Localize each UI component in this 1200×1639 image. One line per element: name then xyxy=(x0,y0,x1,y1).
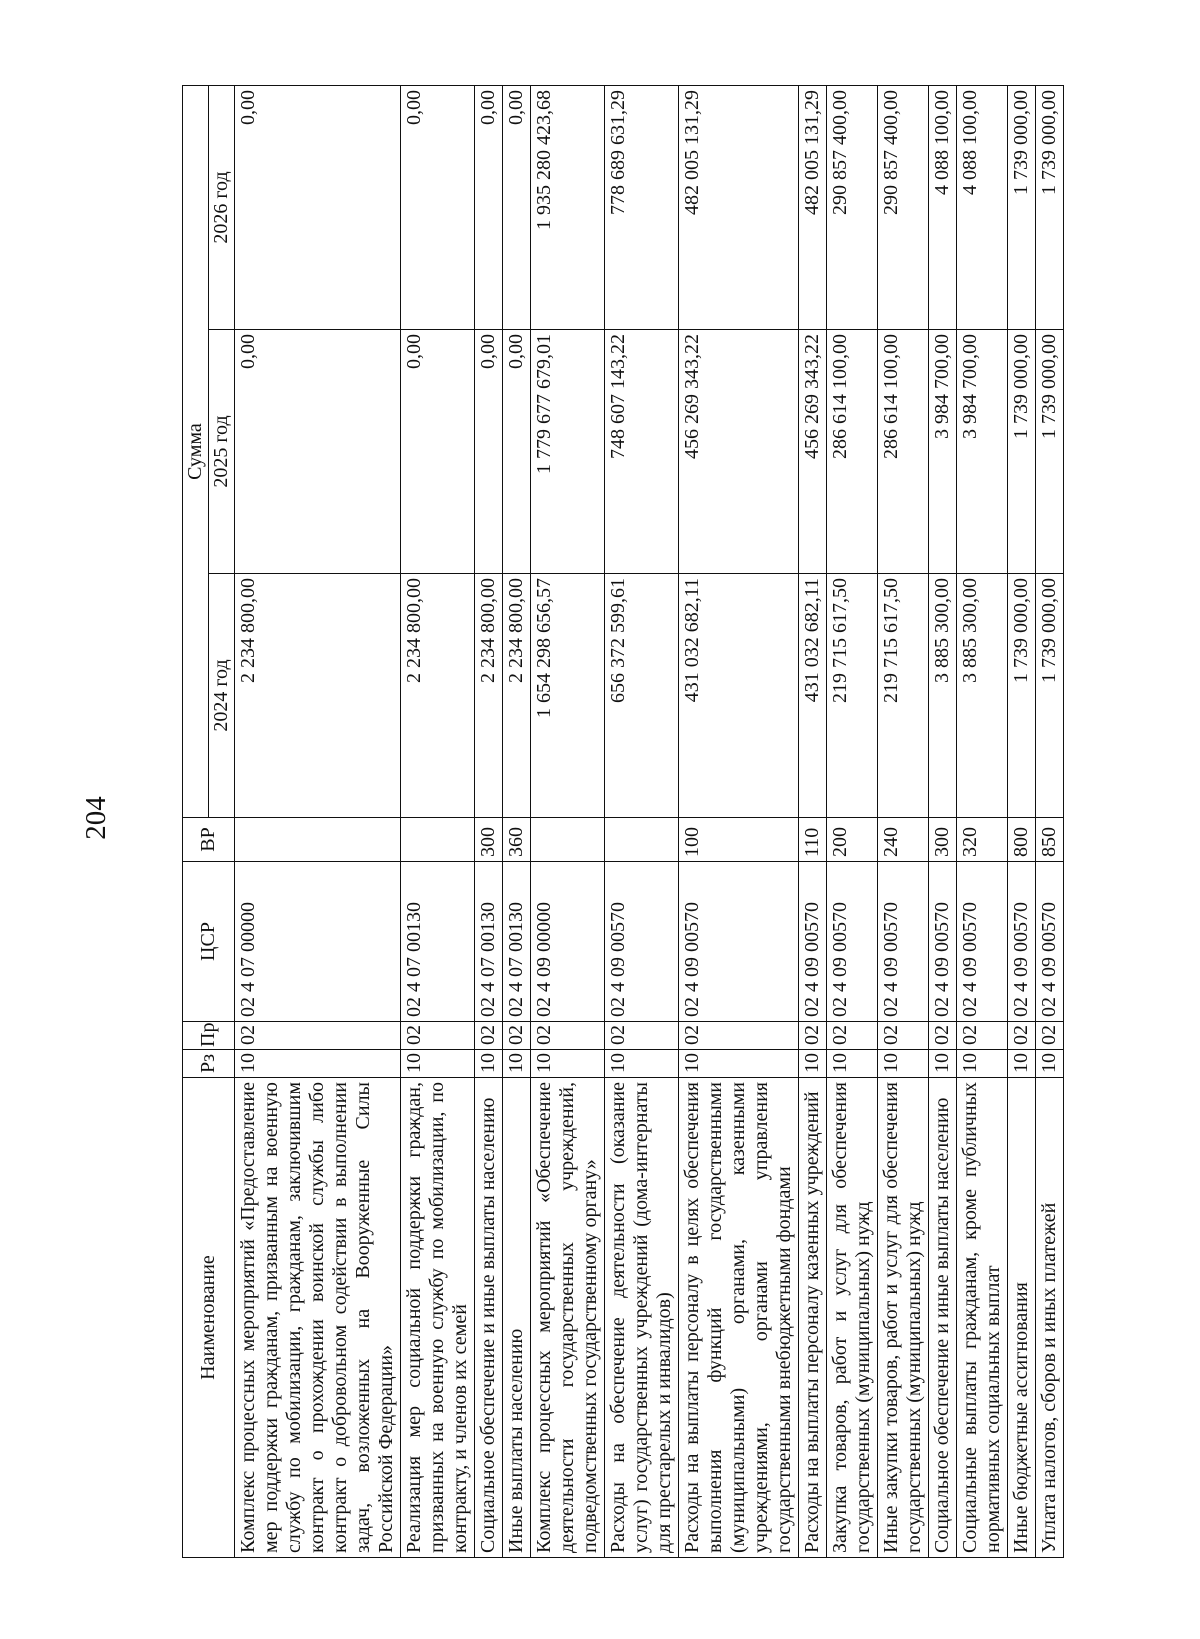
row-csr-cell: 02 4 09 00570 xyxy=(679,862,799,1022)
row-sum-2025-cell: 0,00 xyxy=(475,330,503,574)
row-pr-cell: 02 xyxy=(957,1022,1008,1050)
row-sum-2026-cell: 0,00 xyxy=(475,86,503,330)
row-sum-2025-cell: 286 614 100,00 xyxy=(827,330,878,574)
row-csr-cell: 02 4 09 00570 xyxy=(1036,862,1064,1022)
row-pr-cell: 02 xyxy=(679,1022,799,1050)
row-rz-cell: 10 xyxy=(878,1050,929,1078)
row-rz-cell: 10 xyxy=(799,1050,827,1078)
row-vr-cell: 800 xyxy=(1008,818,1036,862)
row-rz-cell: 10 xyxy=(957,1050,1008,1078)
row-sum-2024-cell: 1 739 000,00 xyxy=(1036,574,1064,818)
row-csr-cell: 02 4 09 00570 xyxy=(827,862,878,1022)
row-name-cell: Иные выплаты населению xyxy=(503,1078,531,1558)
row-rz-cell: 10 xyxy=(503,1050,531,1078)
row-sum-2025-cell: 748 607 143,22 xyxy=(605,330,679,574)
row-sum-2024-cell: 2 234 800,00 xyxy=(503,574,531,818)
row-name-cell: Социальное обеспечение и иные выплаты населению xyxy=(475,1078,503,1558)
row-rz-cell: 10 xyxy=(475,1050,503,1078)
row-vr-cell xyxy=(605,818,679,862)
row-sum-2024-cell: 219 715 617,50 xyxy=(878,574,929,818)
row-sum-2025-cell: 3 984 700,00 xyxy=(957,330,1008,574)
row-sum-2026-cell: 1 935 280 423,68 xyxy=(531,86,605,330)
row-vr-cell: 240 xyxy=(878,818,929,862)
row-rz-cell: 10 xyxy=(531,1050,605,1078)
row-sum-2025-cell: 0,00 xyxy=(503,330,531,574)
header-pr: Пр xyxy=(183,1022,235,1050)
row-name-cell: Социальное обеспечение и иные выплаты населению xyxy=(929,1078,957,1558)
row-pr-cell: 02 xyxy=(235,1022,401,1050)
row-sum-2024-cell: 2 234 800,00 xyxy=(401,574,475,818)
row-csr-cell: 02 4 07 00130 xyxy=(401,862,475,1022)
table-row xyxy=(605,86,679,1558)
table-row xyxy=(531,86,605,1558)
row-pr-cell: 02 xyxy=(878,1022,929,1050)
table-row xyxy=(475,86,503,1558)
row-csr-cell: 02 4 07 00130 xyxy=(475,862,503,1022)
row-pr-cell: 02 xyxy=(1008,1022,1036,1050)
row-sum-2026-cell: 290 857 400,00 xyxy=(878,86,929,330)
table-row xyxy=(827,86,878,1558)
table-row xyxy=(929,86,957,1558)
row-csr-cell: 02 4 07 00130 xyxy=(503,862,531,1022)
row-sum-2026-cell: 778 689 631,29 xyxy=(605,86,679,330)
row-pr-cell: 02 xyxy=(799,1022,827,1050)
row-csr-cell: 02 4 09 00570 xyxy=(605,862,679,1022)
row-csr-cell: 02 4 09 00570 xyxy=(957,862,1008,1022)
row-pr-cell: 02 xyxy=(929,1022,957,1050)
row-sum-2025-cell: 0,00 xyxy=(401,330,475,574)
header-vr: ВР xyxy=(183,818,235,862)
row-csr-cell: 02 4 09 00570 xyxy=(878,862,929,1022)
row-pr-cell: 02 xyxy=(531,1022,605,1050)
row-sum-2025-cell: 0,00 xyxy=(235,330,401,574)
header-year-2024: 2024 год xyxy=(209,574,235,818)
row-name-cell: Комплекс процессных мероприятий «Предоставление мер поддержки гражданам, призванным на военную службу по мобилизации, гражданам, заключившим контракт о прохождении воинской службы либо контракт о добровольном содействии в выполнении задач, возложенных на Вооруженные Силы Российской Федерации» xyxy=(235,1078,401,1558)
row-vr-cell: 110 xyxy=(799,818,827,862)
row-csr-cell: 02 4 09 00570 xyxy=(1008,862,1036,1022)
row-sum-2024-cell: 219 715 617,50 xyxy=(827,574,878,818)
row-sum-2026-cell: 0,00 xyxy=(503,86,531,330)
row-name-cell: Расходы на выплаты персоналу в целях обеспечения выполнения функций государственными (муниципальными) органами, казенными учреждениями, органами управления государственными внебюджетными фондами xyxy=(679,1078,799,1558)
row-vr-cell: 300 xyxy=(475,818,503,862)
row-name-cell: Расходы на выплаты персоналу казенных учреждений xyxy=(799,1078,827,1558)
row-sum-2026-cell: 4 088 100,00 xyxy=(957,86,1008,330)
row-sum-2026-cell: 482 005 131,29 xyxy=(679,86,799,330)
row-rz-cell: 10 xyxy=(1008,1050,1036,1078)
row-sum-2024-cell: 3 885 300,00 xyxy=(929,574,957,818)
table-body xyxy=(235,86,1064,1558)
table-row xyxy=(503,86,531,1558)
row-sum-2025-cell: 1 739 000,00 xyxy=(1036,330,1064,574)
row-sum-2025-cell: 1 739 000,00 xyxy=(1008,330,1036,574)
row-pr-cell: 02 xyxy=(605,1022,679,1050)
row-name-cell: Иные бюджетные ассигнования xyxy=(1008,1078,1036,1558)
row-name-cell: Закупка товаров, работ и услуг для обеспечения государственных (муниципальных) нужд xyxy=(827,1078,878,1558)
table-row xyxy=(799,86,827,1558)
header-rz: Рз xyxy=(183,1050,235,1078)
row-name-cell: Иные закупки товаров, работ и услуг для обеспечения государственных (муниципальных) нужд xyxy=(878,1078,929,1558)
header-csr: ЦСР xyxy=(183,862,235,1022)
row-name-cell: Уплата налогов, сборов и иных платежей xyxy=(1036,1078,1064,1558)
row-rz-cell: 10 xyxy=(679,1050,799,1078)
row-sum-2025-cell: 3 984 700,00 xyxy=(929,330,957,574)
row-sum-2024-cell: 1 654 298 656,57 xyxy=(531,574,605,818)
row-name-cell: Социальные выплаты гражданам, кроме публичных нормативных социальных выплат xyxy=(957,1078,1008,1558)
row-rz-cell: 10 xyxy=(401,1050,475,1078)
table-row xyxy=(401,86,475,1558)
row-name-cell: Комплекс процессных мероприятий «Обеспечение деятельности государственных учреждений, подведомственных государственному органу» xyxy=(531,1078,605,1558)
row-vr-cell: 360 xyxy=(503,818,531,862)
row-sum-2025-cell: 286 614 100,00 xyxy=(878,330,929,574)
row-sum-2026-cell: 0,00 xyxy=(401,86,475,330)
row-sum-2025-cell: 456 269 343,22 xyxy=(679,330,799,574)
row-csr-cell: 02 4 09 00570 xyxy=(929,862,957,1022)
row-vr-cell xyxy=(235,818,401,862)
row-vr-cell: 320 xyxy=(957,818,1008,862)
row-sum-2026-cell: 290 857 400,00 xyxy=(827,86,878,330)
row-rz-cell: 10 xyxy=(827,1050,878,1078)
row-pr-cell: 02 xyxy=(475,1022,503,1050)
table-row xyxy=(878,86,929,1558)
row-rz-cell: 10 xyxy=(605,1050,679,1078)
row-sum-2024-cell: 431 032 682,11 xyxy=(799,574,827,818)
row-sum-2026-cell: 0,00 xyxy=(235,86,401,330)
row-vr-cell xyxy=(531,818,605,862)
row-sum-2024-cell: 3 885 300,00 xyxy=(957,574,1008,818)
header-year-2026: 2026 год xyxy=(209,86,235,330)
row-rz-cell: 10 xyxy=(929,1050,957,1078)
row-csr-cell: 02 4 07 00000 xyxy=(235,862,401,1022)
table-header xyxy=(183,86,235,1558)
row-sum-2025-cell: 456 269 343,22 xyxy=(799,330,827,574)
header-name: Наименование xyxy=(183,1078,235,1558)
row-sum-2024-cell: 2 234 800,00 xyxy=(235,574,401,818)
row-vr-cell xyxy=(401,818,475,862)
row-rz-cell: 10 xyxy=(235,1050,401,1078)
row-pr-cell: 02 xyxy=(827,1022,878,1050)
row-sum-2026-cell: 1 739 000,00 xyxy=(1036,86,1064,330)
row-csr-cell: 02 4 09 00570 xyxy=(799,862,827,1022)
row-pr-cell: 02 xyxy=(401,1022,475,1050)
header-sum: Сумма xyxy=(183,86,209,818)
row-sum-2024-cell: 1 739 000,00 xyxy=(1008,574,1036,818)
row-name-cell: Расходы на обеспечение деятельности (оказание услуг) государственных учреждений (дома-интернаты для престарелых и инвалидов) xyxy=(605,1078,679,1558)
table-row xyxy=(1036,86,1064,1558)
row-csr-cell: 02 4 09 00000 xyxy=(531,862,605,1022)
row-sum-2026-cell: 482 005 131,29 xyxy=(799,86,827,330)
row-name-cell: Реализация мер социальной поддержки граждан, призванных на военную службу по мобилизации, по контракту, и членов их семей xyxy=(401,1078,475,1558)
row-rz-cell: 10 xyxy=(1036,1050,1064,1078)
row-vr-cell: 200 xyxy=(827,818,878,862)
row-sum-2024-cell: 2 234 800,00 xyxy=(475,574,503,818)
table-row xyxy=(235,86,401,1558)
table-row xyxy=(957,86,1008,1558)
row-sum-2026-cell: 4 088 100,00 xyxy=(929,86,957,330)
row-vr-cell: 100 xyxy=(679,818,799,862)
rotated-page-content xyxy=(182,86,1082,1558)
row-sum-2024-cell: 431 032 682,11 xyxy=(679,574,799,818)
table-row xyxy=(679,86,799,1558)
row-pr-cell: 02 xyxy=(503,1022,531,1050)
header-year-2025: 2025 год xyxy=(209,330,235,574)
row-vr-cell: 300 xyxy=(929,818,957,862)
row-sum-2024-cell: 656 372 599,61 xyxy=(605,574,679,818)
row-sum-2026-cell: 1 739 000,00 xyxy=(1008,86,1036,330)
table-row xyxy=(1008,86,1036,1558)
page-number: 204 xyxy=(80,796,112,840)
budget-table xyxy=(182,85,1064,1558)
row-sum-2025-cell: 1 779 677 679,01 xyxy=(531,330,605,574)
row-vr-cell: 850 xyxy=(1036,818,1064,862)
row-pr-cell: 02 xyxy=(1036,1022,1064,1050)
